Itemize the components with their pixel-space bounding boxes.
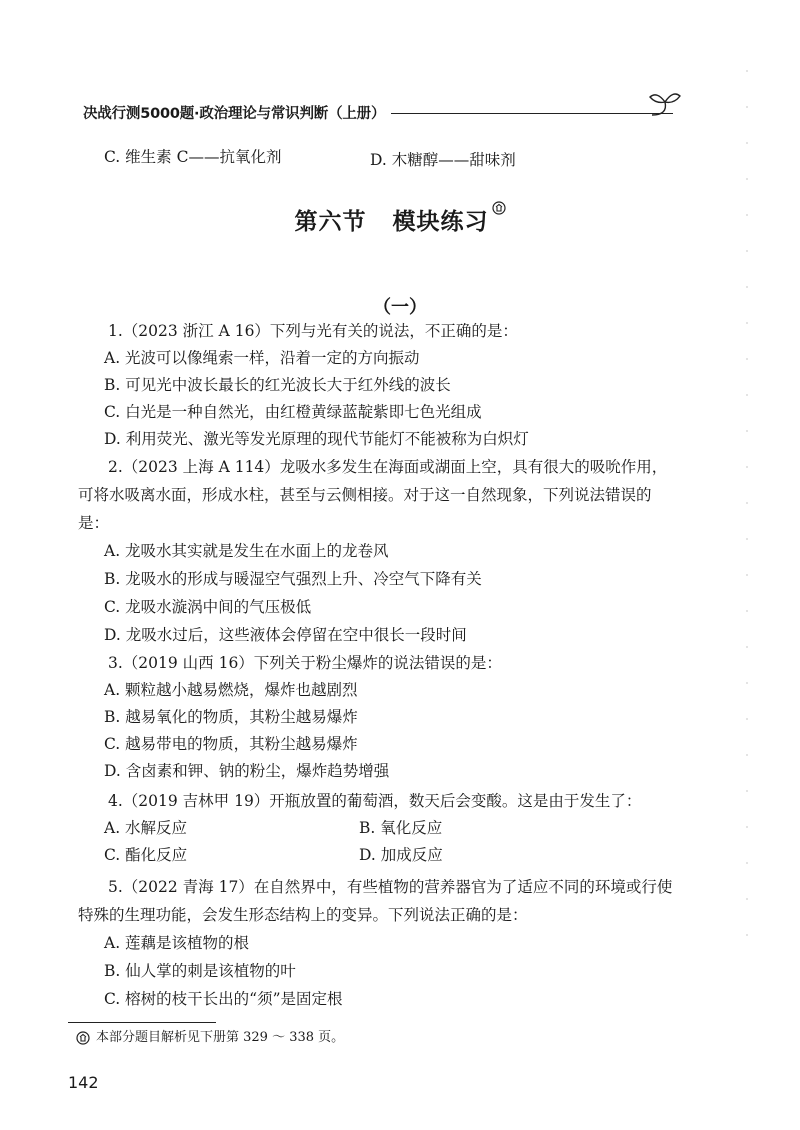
question-option: B. 氧化反应 <box>359 819 443 837</box>
question-option: B. 龙吸水的形成与暖湿空气强烈上升、冷空气下降有关 <box>104 570 482 588</box>
question-stem: 2.（2023 上海 A 114）龙吸水多发生在海面或湖面上空，具有很大的吸吮作用，可将水吸离水面，形成水柱，甚至与云侧相接。对于这一自然现象，下列说法错误的是： <box>78 458 668 532</box>
section-title <box>0 203 800 236</box>
prev-option-d: D. 木糖醇——甜味剂 <box>370 151 516 169</box>
subsection-title: （一） <box>373 297 427 318</box>
question-1 <box>78 318 678 453</box>
question-option: A. 莲藕是该植物的根 <box>104 934 250 952</box>
question-5 <box>78 873 678 1013</box>
question-option: B. 越易氧化的物质，其粉尘越易爆炸 <box>104 708 358 726</box>
question-option: B. 可见光中波长最长的红光波长大于红外线的波长 <box>104 376 451 394</box>
question-2 <box>78 453 678 649</box>
question-stem: 5.（2022 青海 17）在自然界中，有些植物的营养器官为了适应不同的环境或行使特殊的生理功能，会发生形态结构上的变异。下列说法正确的是： <box>78 878 673 924</box>
question-option: C. 白光是一种自然光，由红橙黄绿蓝靛紫即七色光组成 <box>104 403 482 421</box>
note-icon <box>76 1031 90 1045</box>
question-3 <box>78 650 678 785</box>
question-option: D. 加成反应 <box>359 846 443 864</box>
question-option: C. 榕树的枝干长出的“须”是固定根 <box>104 990 343 1008</box>
question-option: A. 颗粒越小越易燃烧，爆炸也越剧烈 <box>104 681 358 699</box>
option-row <box>78 842 678 869</box>
note-icon <box>492 201 506 215</box>
question-option: A. 光波可以像绳索一样，沿着一定的方向振动 <box>104 349 420 367</box>
scan-artifact <box>744 70 750 950</box>
question-option: C. 龙吸水漩涡中间的气压极低 <box>104 598 312 616</box>
question-stem: 1.（2023 浙江 A 16）下列与光有关的说法，不正确的是： <box>108 322 518 340</box>
book-title: 决战行测5000题·政治理论与常识判断（上册） <box>83 105 386 122</box>
section-number: 第六节 <box>294 209 367 235</box>
question-option: D. 含卤素和钾、钠的粉尘，爆炸趋势增强 <box>104 762 390 780</box>
footnote-rule <box>68 1022 216 1023</box>
option-row <box>78 815 678 842</box>
question-option: A. 水解反应 <box>104 819 188 837</box>
footnote <box>76 1029 344 1047</box>
question-stem: 4.（2019 吉林甲 19）开瓶放置的葡萄酒，数天后会变酸。这是由于发生了： <box>108 792 642 810</box>
sprout-icon <box>648 88 682 118</box>
section-name: 模块练习 <box>392 209 489 235</box>
question-option: B. 仙人掌的刺是该植物的叶 <box>104 962 296 980</box>
question-option: C. 酯化反应 <box>104 846 188 864</box>
question-4 <box>78 788 678 869</box>
header-rule <box>391 113 673 114</box>
question-option: D. 利用荧光、激光等发光原理的现代节能灯不能被称为白炽灯 <box>104 430 529 448</box>
question-option: C. 越易带电的物质，其粉尘越易爆炸 <box>104 735 358 753</box>
question-option: A. 龙吸水其实就是发生在水面上的龙卷风 <box>104 542 389 560</box>
footnote-text: 本部分题目解析见下册第 329 ～ 338 页。 <box>96 1030 345 1045</box>
prev-option-c: C. 维生素 C——抗氧化剂 <box>104 148 282 166</box>
page-number: 142 <box>68 1073 99 1092</box>
running-header <box>83 100 673 124</box>
question-stem: 3.（2019 山西 16）下列关于粉尘爆炸的说法错误的是： <box>108 654 502 672</box>
question-option: D. 龙吸水过后，这些液体会停留在空中很长一段时间 <box>104 626 467 644</box>
